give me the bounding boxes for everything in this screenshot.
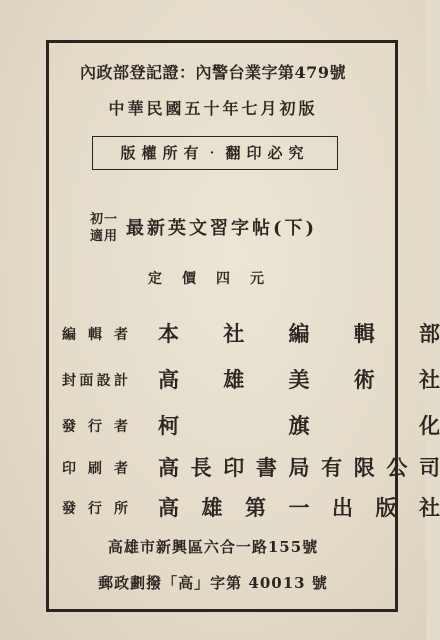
credit-row [62,452,440,480]
credit-row [62,492,440,520]
credit-value: 高 雄 第 一 出 版 社 [158,495,440,520]
credit-row [62,364,440,392]
credit-value: 柯 旗 化 [158,413,440,438]
publisher-address: 高雄市新興區六合一路155號 [107,538,319,556]
credit-value: 高 長 印 書 局 有 限 公 司 [158,455,440,480]
audience-note [90,211,118,245]
credit-label: 封 面 設 計 [62,373,128,389]
credit-label: 印 刷 者 [62,461,128,477]
credit-label: 發 行 者 [62,419,128,435]
credit-row [62,410,440,438]
credit-label: 編 輯 者 [62,327,128,343]
price: 定價四元 [148,271,284,287]
book-title: 最新英文習字帖(下) [126,218,318,239]
audience-line: 初一 [90,212,119,227]
audience-line: 適用 [90,229,119,244]
credit-value: 本 社 編 輯 部 [158,321,440,346]
credit-label: 發 行 所 [62,501,128,517]
registration-line: 內政部登記證：內警台業字第479號 [80,63,346,82]
postal-account: 郵政劃撥「高」字第 40013 號 [98,574,328,592]
edition-date: 中華民國五十年七月初版 [108,99,318,118]
copyright-notice: 版權所有‧翻印必究 [92,136,338,170]
credit-row [62,318,440,346]
credit-value: 高 雄 美 術 社 [158,367,440,392]
